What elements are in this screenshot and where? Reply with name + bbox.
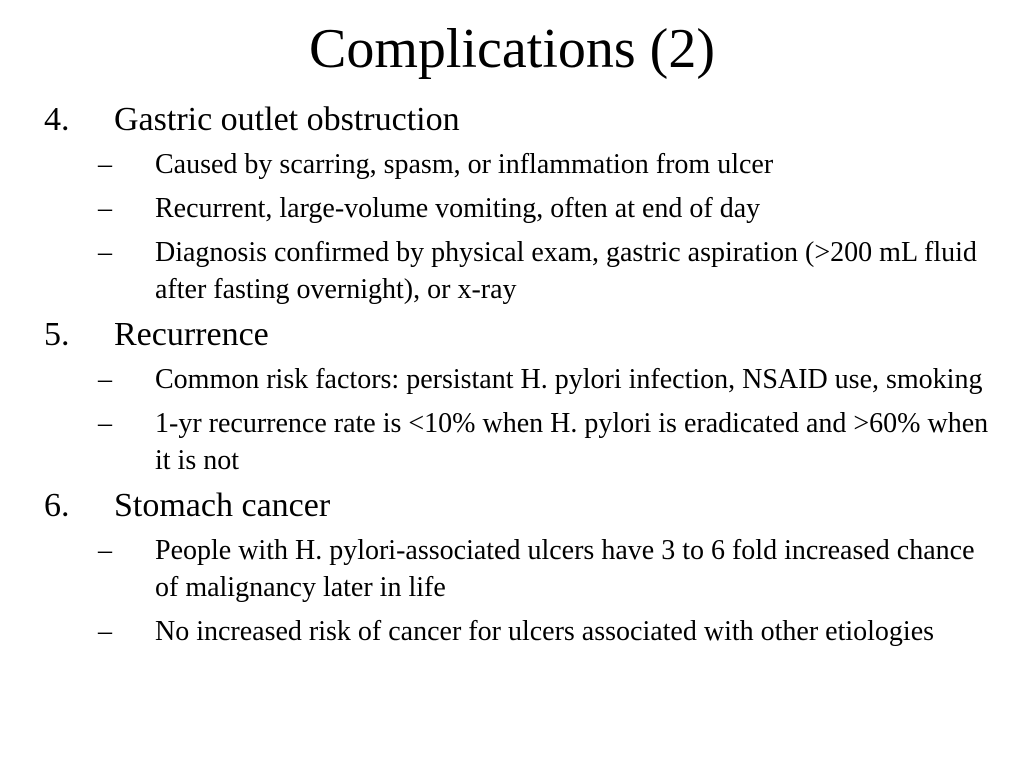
section-heading: [44, 486, 1004, 526]
section-heading-text: Gastric outlet obstruction: [114, 101, 460, 138]
bullet-text: Common risk factors: persistant H. pylori infection, NSAID use, smoking: [155, 364, 983, 395]
bullet-item: [44, 613, 1004, 650]
dash-bullet-icon: –: [98, 616, 112, 647]
bullet-text: 1-yr recurrence rate is <10% when H. pylori is eradicated and >60% when it is not: [155, 408, 989, 476]
section-stomach-cancer: [44, 486, 1004, 650]
dash-bullet-icon: –: [98, 535, 112, 566]
dash-bullet-icon: –: [98, 408, 112, 439]
dash-bullet-icon: –: [98, 364, 112, 395]
bullet-item: [44, 361, 1004, 398]
bullet-text: Recurrent, large-volume vomiting, often at end of day: [155, 193, 761, 224]
dash-bullet-icon: –: [98, 149, 112, 180]
bullet-item: [44, 146, 1004, 183]
section-gastric-outlet-obstruction: [44, 100, 1004, 308]
dash-bullet-icon: –: [98, 237, 112, 268]
slide-content: [44, 100, 1004, 657]
section-heading-text: Recurrence: [114, 316, 269, 353]
bullet-text: Caused by scarring, spasm, or inflammation from ulcer: [155, 149, 774, 180]
dash-bullet-icon: –: [98, 193, 112, 224]
bullet-item: [44, 405, 1004, 479]
section-recurrence: [44, 315, 1004, 479]
section-number: 6.: [44, 487, 70, 524]
section-number: 4.: [44, 101, 70, 138]
section-heading: [44, 315, 1004, 355]
bullet-item: [44, 190, 1004, 227]
slide-title: Complications (2): [309, 18, 715, 80]
section-heading-text: Stomach cancer: [114, 487, 331, 524]
bullet-item: [44, 532, 1004, 606]
bullet-item: [44, 234, 1004, 308]
bullet-text: People with H. pylori-associated ulcers have 3 to 6 fold increased chance of malignancy later in life: [155, 535, 975, 603]
section-number: 5.: [44, 316, 70, 353]
section-heading: [44, 100, 1004, 140]
bullet-text: Diagnosis confirmed by physical exam, gastric aspiration (>200 mL fluid after fasting overnight), or x-ray: [155, 237, 977, 305]
bullet-text: No increased risk of cancer for ulcers associated with other etiologies: [155, 616, 935, 647]
